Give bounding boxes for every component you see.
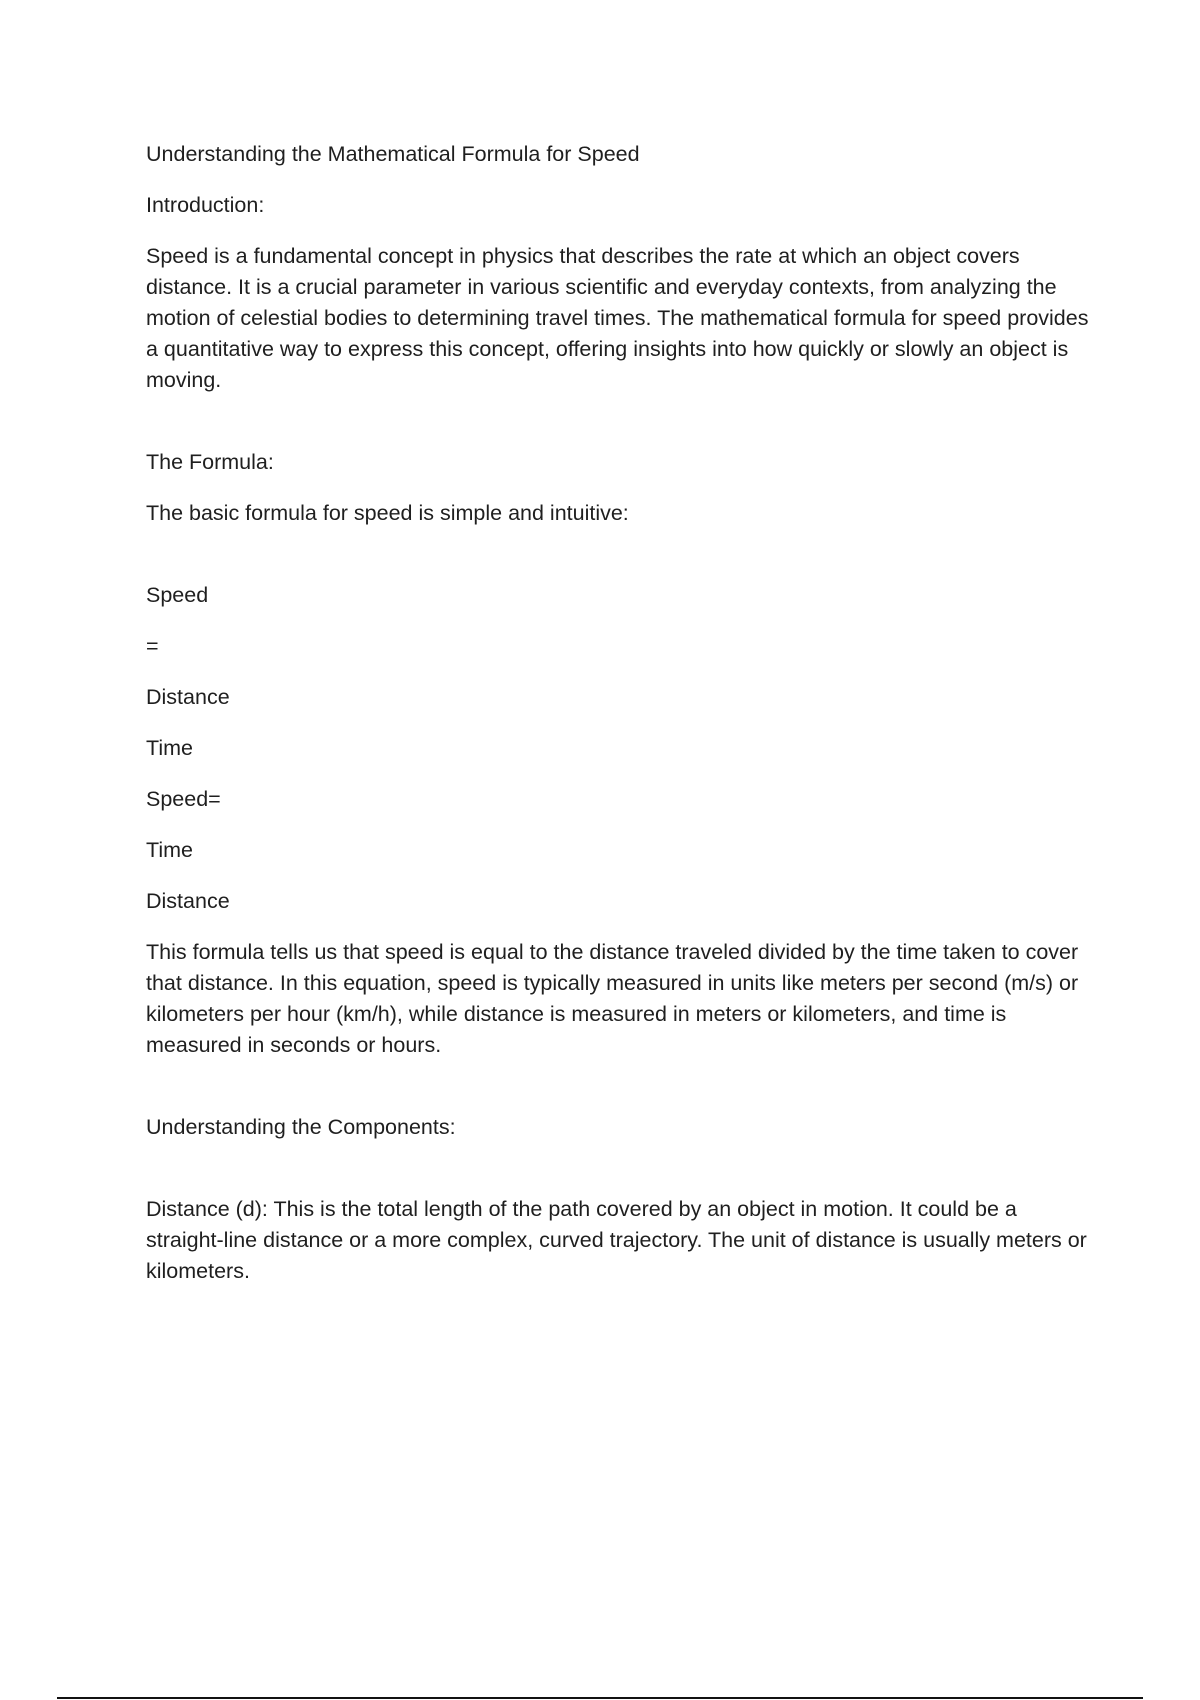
document-title: Understanding the Mathematical Formula for Speed (146, 142, 640, 166)
formula-intro: The basic formula for speed is simple and intuitive: (146, 501, 629, 525)
formula-line-distance: Distance (146, 685, 230, 709)
formula-line-speed: Speed (146, 583, 209, 607)
document-body (146, 139, 1096, 1307)
footer-divider (57, 1697, 1143, 1699)
intro-paragraph: Speed is a fundamental concept in physics that describes the rate at which an object covers distance. It is a crucial parameter in various scientific and everyday contexts, from analyzing the motion of celestial bodies to determining travel times. The mathematical formula for speed provides a quantitative way to express this concept, offering insights into how quickly or slowly an object is moving. (146, 244, 1089, 392)
formula-explanation: This formula tells us that speed is equal to the distance traveled divided by the time taken to cover that distance. In this equation, speed is typically measured in units like meters per second (m/s) or kilometers per hour (km/h), while distance is measured in meters or kilometers, and time is measured in seconds or hours. (146, 940, 1079, 1057)
formula-line-speed-equals: Speed= (146, 787, 221, 811)
formula-line-distance-2: Distance (146, 889, 230, 913)
components-heading: Understanding the Components: (146, 1115, 456, 1139)
formula-line-equals: = (146, 634, 159, 658)
intro-heading: Introduction: (146, 193, 265, 217)
distance-paragraph: Distance (d): This is the total length of the path covered by an object in motion. It could be a straight-line distance or a more complex, curved trajectory. The unit of distance is usually meters or kilometers. (146, 1197, 1087, 1283)
formula-line-time-2: Time (146, 838, 193, 862)
formula-heading: The Formula: (146, 450, 274, 474)
formula-line-time: Time (146, 736, 193, 760)
